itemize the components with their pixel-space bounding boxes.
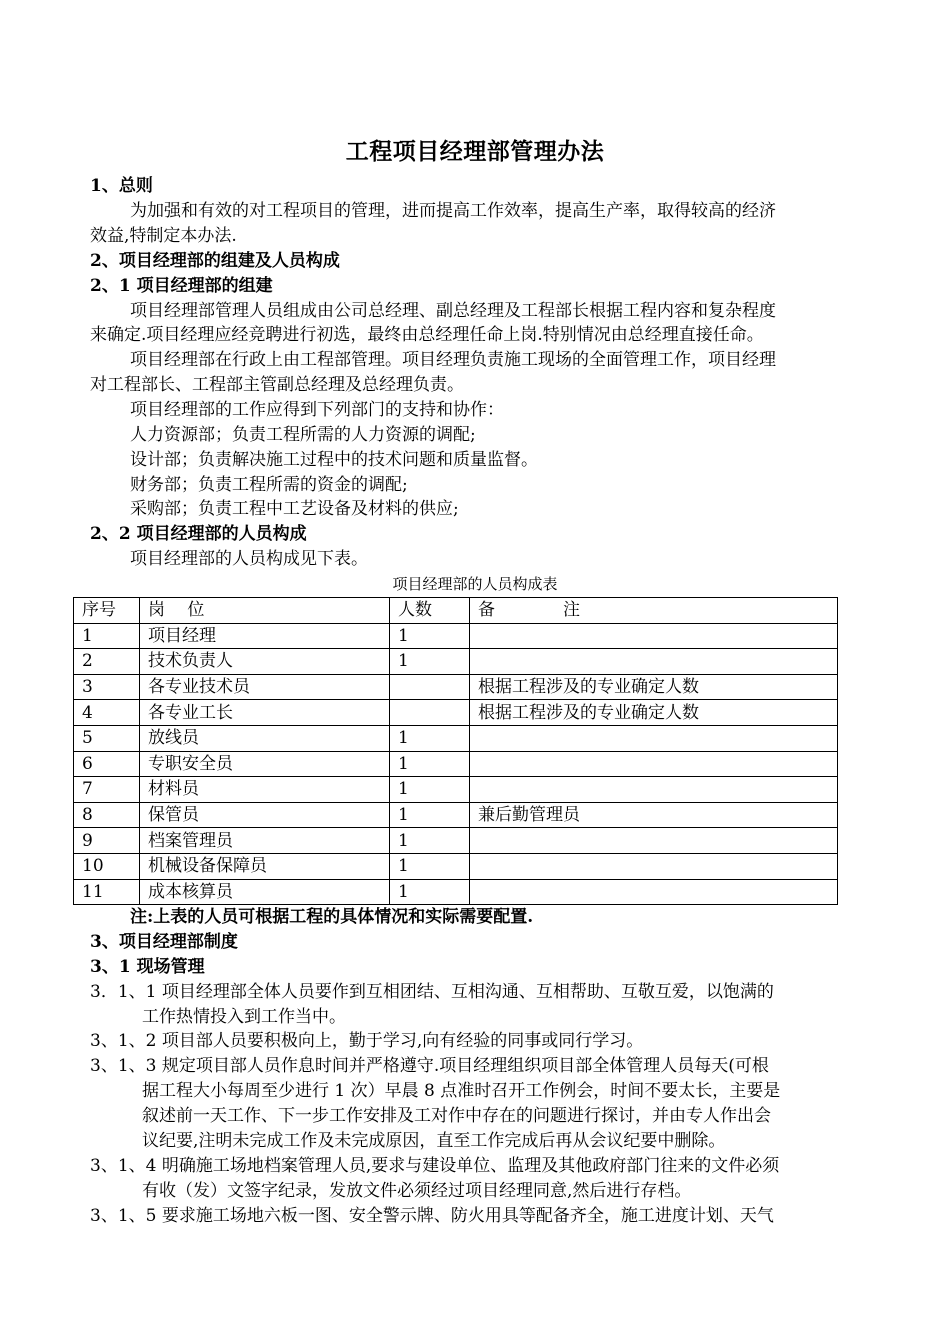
header-cell: 备 注 [470,598,838,624]
table-cell: 保管员 [140,802,390,828]
table-cell: 1 [390,828,470,854]
table-cell: 9 [74,828,140,854]
table-header-row [74,598,838,624]
paragraph-line: 项目经理部管理人员组成由公司总经理、副总经理及工程部长根据工程内容和复杂程度 [130,301,776,321]
section-2-2-heading: 2、2 项目经理部的人员构成 [90,524,307,544]
table-row [74,879,838,905]
paragraph-line: 项目经理部的人员构成见下表。 [130,549,368,569]
paragraph-line: 为加强和有效的对工程项目的管理，进而提高工作效率，提高生产率，取得较高的经济 [130,201,776,221]
table-cell [470,777,838,803]
paragraph-line: 项目经理部的工作应得到下列部门的支持和协作： [130,400,504,420]
section-2-heading: 2、项目经理部的组建及人员构成 [90,251,340,271]
rule-item-line: 3、1、3 规定项目部人员作息时间并严格遵守.项目经理组织项目部全体管理人员每天(可根 [90,1056,769,1076]
staff-composition-table [73,597,838,905]
paragraph-line: 来确定.项目经理应经竞聘进行初选，最终由总经理任命上岗.特别情况由总经理直接任命。 [90,325,764,345]
paragraph-line: 对工程部长、工程部主管副总经理及总经理负责。 [90,375,464,395]
section-3-heading: 3、项目经理部制度 [90,932,238,952]
table-cell [470,623,838,649]
table-row [74,751,838,777]
table-cell: 10 [74,853,140,879]
table-cell: 技术负责人 [140,649,390,675]
table-cell [470,828,838,854]
table-row [74,700,838,726]
rule-item-line: 有收（发）文签字纪录，发放文件必须经过项目经理同意,然后进行存档。 [142,1181,692,1201]
table-row [74,802,838,828]
page-title: 工程项目经理部管理办法 [345,139,605,165]
table-cell: 材料员 [140,777,390,803]
table-cell [470,879,838,905]
table-cell: 根据工程涉及的专业确定人数 [470,674,838,700]
department-item: 财务部；负责工程所需的资金的调配; [130,475,408,495]
table-cell: 1 [390,879,470,905]
table-row [74,725,838,751]
rule-item-line: 叙述前一天工作、下一步工作安排及工对作中存在的问题进行探讨，并由专人作出会 [142,1106,771,1126]
department-item: 人力资源部；负责工程所需的人力资源的调配; [130,425,476,445]
table-cell: 5 [74,725,140,751]
header-cell: 人数 [390,598,470,624]
paragraph-line: 效益,特制定本办法. [90,226,237,246]
table-cell [390,674,470,700]
table-cell: 成本核算员 [140,879,390,905]
table-cell: 1 [74,623,140,649]
table-cell: 兼后勤管理员 [470,802,838,828]
table-cell [390,700,470,726]
table-row [74,623,838,649]
table-cell: 3 [74,674,140,700]
table-cell [470,853,838,879]
table-cell: 6 [74,751,140,777]
paragraph-line: 项目经理部在行政上由工程部管理。项目经理负责施工现场的全面管理工作，项目经理 [130,350,776,370]
table-cell: 1 [390,623,470,649]
table-cell: 放线员 [140,725,390,751]
table-cell: 1 [390,751,470,777]
rule-item-line: 3、1、2 项目部人员要积极向上，勤于学习,向有经验的同事或同行学习。 [90,1031,644,1051]
table-cell: 4 [74,700,140,726]
table-cell: 2 [74,649,140,675]
section-2-1-heading: 2、1 项目经理部的组建 [90,276,273,296]
table-note: 注:上表的人员可根据工程的具体情况和实际需要配置. [130,907,534,927]
table-row [74,649,838,675]
rule-item-line: 议纪要,注明未完成工作及未完成原因，直至工作完成后再从会议纪要中删除。 [142,1131,726,1151]
table-caption: 项目经理部的人员构成表 [392,575,558,593]
table-cell [470,751,838,777]
table-row [74,828,838,854]
table-row [74,777,838,803]
rule-item-line: 3．1、1 项目经理部全体人员要作到互相团结、互相沟通、互相帮助、互敬互爱，以饱满的 [90,982,774,1002]
table-cell: 档案管理员 [140,828,390,854]
table-cell [470,725,838,751]
header-cell: 序号 [74,598,140,624]
table-cell [470,649,838,675]
table-cell: 7 [74,777,140,803]
rule-item-line: 工作热情投入到工作当中。 [142,1007,346,1027]
table-cell: 1 [390,777,470,803]
table-row [74,853,838,879]
rule-item-line: 3、1、5 要求施工场地六板一图、安全警示牌、防火用具等配备齐全，施工进度计划、天气 [90,1206,774,1226]
table-cell: 专职安全员 [140,751,390,777]
table-cell: 机械设备保障员 [140,853,390,879]
department-item: 设计部；负责解决施工过程中的技术问题和质量监督。 [130,450,538,470]
table-cell: 1 [390,725,470,751]
rule-item-line: 据工程大小每周至少进行 1 次）早晨 8 点准时召开工作例会，时间不要太长，主要是 [142,1081,781,1101]
table-cell: 11 [74,879,140,905]
table-cell: 8 [74,802,140,828]
rule-item-line: 3、1、4 明确施工场地档案管理人员,要求与建设单位、监理及其他政府部门往来的文件必须 [90,1156,780,1176]
table-cell: 1 [390,802,470,828]
section-1-heading: 1、总则 [90,176,153,196]
section-3-1-heading: 3、1 现场管理 [90,957,205,977]
table-cell: 各专业技术员 [140,674,390,700]
table-cell: 根据工程涉及的专业确定人数 [470,700,838,726]
header-cell: 岗 位 [140,598,390,624]
department-item: 采购部；负责工程中工艺设备及材料的供应; [130,499,459,519]
table-row [74,674,838,700]
table-cell: 各专业工长 [140,700,390,726]
table-cell: 1 [390,649,470,675]
table-cell: 1 [390,853,470,879]
table-cell: 项目经理 [140,623,390,649]
